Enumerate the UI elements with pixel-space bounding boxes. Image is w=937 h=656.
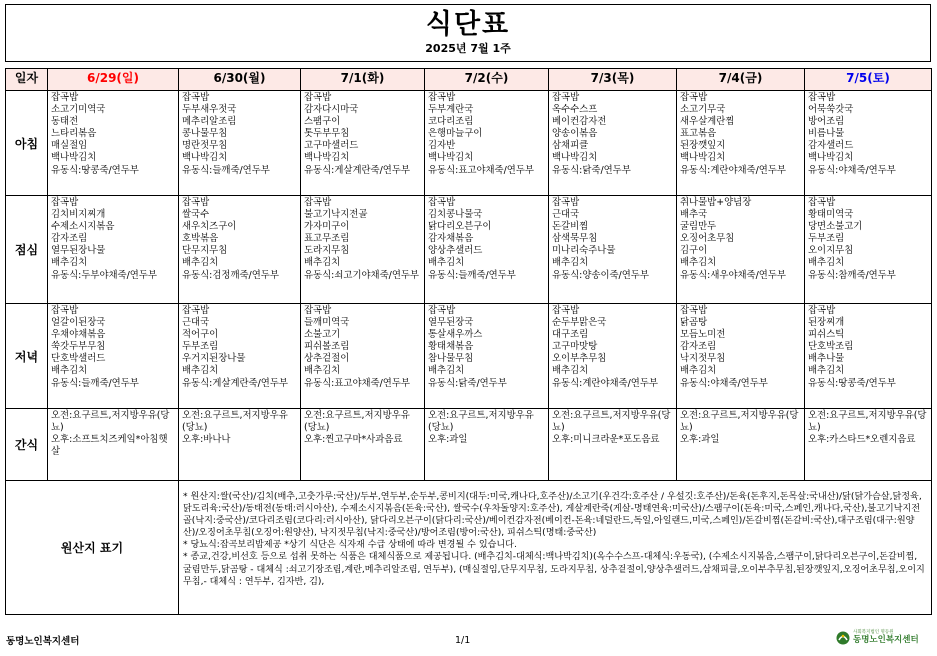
menu-item: 오후:카스타드*오렌지음료 bbox=[808, 434, 916, 446]
logo-icon bbox=[836, 631, 850, 645]
menu-item: 감자샐러드 bbox=[808, 140, 854, 152]
menu-item: 쌀국수 bbox=[182, 209, 210, 221]
menu-item: 어묵쑥갓국 bbox=[808, 104, 854, 116]
menu-item: 톳두부무침 bbox=[304, 128, 350, 140]
menu-item: 유동식:닭죽/연두부 bbox=[552, 164, 631, 176]
page-title: 식단표 bbox=[425, 9, 511, 40]
menu-item: 느타리볶음 bbox=[51, 128, 97, 140]
origin-line: * 당뇨식:잡곡보리밥제공 *상기 식단은 식자재 수급 상태에 따라 변경될 수 있습니다. bbox=[183, 540, 517, 551]
day-header: 7/3(목) bbox=[549, 69, 677, 91]
menu-item: 열무된장국 bbox=[428, 317, 474, 329]
menu-item: 유동식:게살계란죽/연두부 bbox=[182, 377, 288, 389]
menu-item: 통살새우까스 bbox=[428, 329, 483, 341]
origin-text bbox=[179, 481, 932, 615]
menu-item: 열무된장나물 bbox=[51, 245, 106, 257]
menu-item: 잡곡밥 bbox=[51, 305, 79, 316]
menu-item: 잡곡밥 bbox=[552, 197, 580, 208]
menu-cell bbox=[805, 409, 932, 481]
menu-item: 베이컨감자전 bbox=[552, 116, 607, 128]
menu-item: 삼색묵무침 bbox=[552, 233, 598, 245]
menu-cell bbox=[301, 196, 425, 304]
menu-cell bbox=[301, 91, 425, 196]
logo-text: 동명노인복지센터 bbox=[853, 635, 919, 645]
menu-item: 쑥갓두부무침 bbox=[51, 341, 106, 353]
menu-item: 두부조림 bbox=[808, 233, 845, 245]
menu-item: 잡곡밥 bbox=[428, 197, 456, 208]
menu-item: 잡곡밥 bbox=[552, 92, 580, 103]
menu-item: 오후:소프트치즈케잌*아침햇살 bbox=[51, 434, 168, 458]
day-header: 7/2(수) bbox=[425, 69, 549, 91]
breakfast-row bbox=[6, 91, 932, 196]
menu-item: 잡곡밥 bbox=[808, 197, 836, 208]
menu-item: 황태채볶음 bbox=[428, 341, 474, 353]
menu-item: 감자조림 bbox=[680, 341, 717, 353]
menu-cell bbox=[677, 196, 805, 304]
menu-item: 배추김치 bbox=[304, 365, 341, 377]
menu-item: 백나박김치 bbox=[51, 152, 97, 164]
menu-item: 피쉬스틱 bbox=[808, 329, 845, 341]
menu-item: 취나물밥+양념장 bbox=[680, 197, 752, 208]
menu-item: 메추리알조림 bbox=[182, 116, 237, 128]
menu-item: 소불고기 bbox=[304, 329, 341, 341]
menu-cell bbox=[425, 91, 549, 196]
menu-item: 대구조림 bbox=[552, 329, 589, 341]
menu-item: 유동식:표고야채죽/연두부 bbox=[428, 164, 534, 176]
menu-cell bbox=[425, 409, 549, 481]
menu-cell bbox=[179, 91, 301, 196]
menu-item: 오전:요구르트,저지방우유(당뇨) bbox=[808, 410, 927, 434]
menu-cell bbox=[301, 304, 425, 409]
menu-item: 배추김치 bbox=[51, 365, 88, 377]
lunch-row bbox=[6, 196, 932, 304]
menu-item: 잡곡밥 bbox=[428, 305, 456, 316]
corner-label: 일자 bbox=[6, 69, 48, 91]
menu-item: 새우살계란찜 bbox=[680, 116, 735, 128]
org-logo bbox=[836, 630, 919, 645]
logo-caption: 사회복지법인 명등원 bbox=[853, 630, 894, 635]
menu-item: 유동식:닭죽/연두부 bbox=[428, 377, 507, 389]
menu-item: 잡곡밥 bbox=[51, 92, 79, 103]
menu-item: 유동식:표고야채죽/연두부 bbox=[304, 377, 410, 389]
menu-item: 배추김치 bbox=[182, 365, 219, 377]
menu-item: 잡곡밥 bbox=[808, 305, 836, 316]
menu-item: 오후:바나나 bbox=[182, 434, 231, 446]
menu-cell bbox=[48, 91, 179, 196]
menu-item: 스팸구이 bbox=[304, 116, 341, 128]
menu-item: 소고기미역국 bbox=[51, 104, 106, 116]
menu-item: 단호박샐러드 bbox=[51, 353, 106, 365]
menu-item: 수제소시지볶음 bbox=[51, 221, 115, 233]
menu-item: 잡곡밥 bbox=[51, 197, 79, 208]
menu-item: 새우치즈구이 bbox=[182, 221, 237, 233]
menu-item: 오후:과일 bbox=[680, 434, 720, 446]
menu-item: 상추겉절이 bbox=[304, 353, 350, 365]
menu-item: 불고기낙지전골 bbox=[304, 209, 368, 221]
menu-cell bbox=[48, 409, 179, 481]
menu-item: 낙지젓무침 bbox=[680, 353, 726, 365]
menu-item: 배추나물 bbox=[808, 353, 845, 365]
menu-cell bbox=[301, 409, 425, 481]
menu-item: 배추김치 bbox=[680, 257, 717, 269]
menu-item: 미나리숙주나물 bbox=[552, 245, 616, 257]
meal-label-dinner: 저녁 bbox=[6, 304, 48, 409]
menu-item: 백나박김치 bbox=[428, 152, 474, 164]
menu-item: 잡곡밥 bbox=[808, 92, 836, 103]
menu-item: 배추김치 bbox=[552, 365, 589, 377]
menu-item: 삼채피클 bbox=[552, 140, 589, 152]
menu-item: 오이지무침 bbox=[808, 245, 854, 257]
menu-item: 오전:요구르트,저지방우유(당뇨) bbox=[428, 410, 534, 434]
menu-item: 표고무조림 bbox=[304, 233, 350, 245]
menu-item: 가자미구이 bbox=[304, 221, 350, 233]
menu-cell bbox=[549, 304, 677, 409]
menu-cell bbox=[425, 304, 549, 409]
menu-cell bbox=[805, 91, 932, 196]
menu-item: 돈갈비찜 bbox=[552, 221, 589, 233]
menu-item: 김자반 bbox=[428, 140, 456, 152]
menu-item: 배추김치 bbox=[552, 257, 589, 269]
menu-item: 잡곡밥 bbox=[428, 92, 456, 103]
origin-line: * 종교,건강,비선호 등으로 섭취 못하는 식품은 대체식품으로 제공됩니다. (배추김치-대체식:백나박김치)(옥수수스프-대체식:우동국), (수제소시지볶음,스팸구이,닭다리오븐구이,돈갈비찜, 굴림만두,닭곰탕 - 대체식 :쇠고기장조림,계란,메추리알조림, 연두부), (매실절임,단무지무침, 도라지무침, 상추겉절이,양상추샐러드,삼채피클,오이부추무침,된장깻잎지,오징어초무침,오이지무침,- 대체식 : 연두부, 김자반, 김), bbox=[183, 552, 925, 587]
menu-item: 유동식:땅콩죽/연두부 bbox=[51, 164, 139, 176]
menu-item: 오전:요구르트,저지방우유(당뇨) bbox=[552, 410, 671, 434]
menu-item: 도라지무침 bbox=[304, 245, 350, 257]
menu-item: 백나박김치 bbox=[304, 152, 350, 164]
menu-item: 굴림만두 bbox=[680, 221, 717, 233]
dinner-row bbox=[6, 304, 932, 409]
menu-item: 고구마맛탕 bbox=[552, 341, 598, 353]
menu-cell bbox=[179, 409, 301, 481]
menu-item: 단무지무침 bbox=[182, 245, 228, 257]
menu-item: 잡곡밥 bbox=[182, 197, 210, 208]
meal-label-snack: 간식 bbox=[6, 409, 48, 481]
menu-item: 참나물무침 bbox=[428, 353, 474, 365]
menu-item: 매실절임 bbox=[51, 140, 88, 152]
menu-item: 유동식:땅콩죽/연두부 bbox=[808, 377, 896, 389]
menu-item: 당면소불고기 bbox=[808, 221, 863, 233]
menu-cell bbox=[677, 304, 805, 409]
menu-item: 유동식:쇠고기야채죽/연두부 bbox=[304, 269, 419, 281]
meal-label-breakfast: 아침 bbox=[6, 91, 48, 196]
menu-item: 배추국 bbox=[680, 209, 708, 221]
menu-cell bbox=[805, 304, 932, 409]
menu-item: 코다리조림 bbox=[428, 116, 474, 128]
menu-cell bbox=[48, 304, 179, 409]
page-subtitle: 2025년 7월 1주 bbox=[425, 42, 511, 55]
menu-item: 옥수수스프 bbox=[552, 104, 598, 116]
menu-item: 된장찌개 bbox=[808, 317, 845, 329]
menu-cell bbox=[549, 196, 677, 304]
menu-item: 잡곡밥 bbox=[552, 305, 580, 316]
menu-item: 모듬노미전 bbox=[680, 329, 726, 341]
menu-item: 순두부맑은국 bbox=[552, 317, 607, 329]
menu-table bbox=[5, 68, 932, 615]
menu-item: 오이부추무침 bbox=[552, 353, 607, 365]
menu-item: 잡곡밥 bbox=[304, 305, 332, 316]
menu-item: 배추김치 bbox=[428, 365, 465, 377]
menu-item: 배추김치 bbox=[51, 257, 88, 269]
menu-item: 닭다리오븐구이 bbox=[428, 221, 492, 233]
origin-line: * 원산지:쌀(국산)/김치(배추,고춧가루:국산)/두부,연두부,순두부,콩비지(대두:미국,캐나다,호주산)/소고기(우건각:호주산 / 우설깃:호주산)/돈육(돈후지,돈목살:국내산)/닭(닭가슴살,닭정육,닭도리육:국산)/동태전(동태:러시아산), 수제소시지볶음(돈육:국산), 쌀국수(우차돌양지:호주산), 게살계란죽(게살-명태연육:미국산)/스팸구이(돈육:미국,스페인,캐나다,국산),불고기낙지전골(낙지:중국산)/코다리조림(코다리:러시아산), 닭다리오븐구이(닭다리:국산)/베이컨감자전(베이컨-돈육:네덜란드,독일,아일랜드,미국,스페인)/돈갈비찜(돈갈비:국산),대구조림(대구:원양산)/오징어초무침(오징어:원양산), 낙지젓무침(낙지:중국산)/방어조림(방어:국산), 피쉬스틱(명태:중국산) bbox=[183, 492, 922, 539]
menu-item: 유동식:들깨죽/연두부 bbox=[51, 377, 139, 389]
menu-item: 잡곡밥 bbox=[182, 92, 210, 103]
menu-cell bbox=[425, 196, 549, 304]
menu-item: 된장깻잎지 bbox=[680, 140, 726, 152]
snack-row bbox=[6, 409, 932, 481]
menu-item: 유동식:검정깨죽/연두부 bbox=[182, 269, 279, 281]
menu-item: 근대국 bbox=[552, 209, 580, 221]
page-number: 1/1 bbox=[455, 635, 471, 646]
menu-item: 호박볶음 bbox=[182, 233, 219, 245]
menu-item: 잡곡밥 bbox=[182, 305, 210, 316]
menu-item: 백나박김치 bbox=[182, 152, 228, 164]
menu-item: 유동식:양송이죽/연두부 bbox=[552, 269, 649, 281]
menu-item: 유동식:들깨죽/연두부 bbox=[182, 164, 270, 176]
menu-item: 두부새우젓국 bbox=[182, 104, 237, 116]
menu-item: 배추김치 bbox=[680, 365, 717, 377]
menu-item: 양상추샐러드 bbox=[428, 245, 483, 257]
menu-item: 유동식:새우야채죽/연두부 bbox=[680, 269, 786, 281]
menu-item: 적어구이 bbox=[182, 329, 219, 341]
day-header: 7/4(금) bbox=[677, 69, 805, 91]
menu-item: 잡곡밥 bbox=[680, 92, 708, 103]
menu-item: 감자다시마국 bbox=[304, 104, 359, 116]
menu-item: 닭곰탕 bbox=[680, 317, 708, 329]
menu-item: 비름나물 bbox=[808, 128, 845, 140]
menu-item: 황태미역국 bbox=[808, 209, 854, 221]
menu-item: 은행마늘구이 bbox=[428, 128, 483, 140]
menu-item: 명란젓무침 bbox=[182, 140, 228, 152]
menu-item: 김구이 bbox=[680, 245, 708, 257]
menu-item: 배추김치 bbox=[808, 257, 845, 269]
menu-item: 잡곡밥 bbox=[304, 197, 332, 208]
menu-item: 오전:요구르트,저지방우유(당뇨) bbox=[304, 410, 410, 434]
menu-item: 김치콩나물국 bbox=[428, 209, 483, 221]
menu-item: 들깨미역국 bbox=[304, 317, 350, 329]
menu-item: 단호박조림 bbox=[808, 341, 854, 353]
menu-item: 얼갈이된장국 bbox=[51, 317, 106, 329]
menu-item: 백나박김치 bbox=[680, 152, 726, 164]
menu-item: 유동식:참깨죽/연두부 bbox=[808, 269, 896, 281]
menu-item: 우거지된장나물 bbox=[182, 353, 246, 365]
menu-item: 감자조림 bbox=[51, 233, 88, 245]
menu-item: 잡곡밥 bbox=[304, 92, 332, 103]
menu-item: 오전:요구르트,저지방우유(당뇨) bbox=[680, 410, 799, 434]
menu-item: 유동식:계란야채죽/연두부 bbox=[552, 377, 658, 389]
footer-org-name: 동명노인복지센터 bbox=[6, 636, 80, 647]
menu-cell bbox=[805, 196, 932, 304]
menu-cell bbox=[677, 409, 805, 481]
menu-item: 오후:미니크라운*포도음료 bbox=[552, 434, 660, 446]
day-header: 6/30(월) bbox=[179, 69, 301, 91]
menu-item: 고구마샐러드 bbox=[304, 140, 359, 152]
menu-item: 감자채볶음 bbox=[428, 233, 474, 245]
header-row bbox=[6, 69, 932, 91]
menu-item: 백나박김치 bbox=[552, 152, 598, 164]
menu-cell bbox=[179, 196, 301, 304]
title-box bbox=[5, 4, 931, 62]
day-header: 6/29(일) bbox=[48, 69, 179, 91]
menu-item: 우채야채볶음 bbox=[51, 329, 106, 341]
menu-item: 배추김치 bbox=[182, 257, 219, 269]
menu-cell bbox=[549, 409, 677, 481]
menu-item: 오후:과일 bbox=[428, 434, 468, 446]
menu-item: 배추김치 bbox=[304, 257, 341, 269]
menu-item: 오후:찐고구마*사과음료 bbox=[304, 434, 403, 446]
origin-row bbox=[6, 481, 932, 615]
day-header: 7/1(화) bbox=[301, 69, 425, 91]
menu-item: 표고볶음 bbox=[680, 128, 717, 140]
menu-item: 배추김치 bbox=[808, 365, 845, 377]
day-header: 7/5(토) bbox=[805, 69, 932, 91]
menu-item: 유동식:야채죽/연두부 bbox=[680, 377, 768, 389]
menu-item: 배추김치 bbox=[428, 257, 465, 269]
menu-item: 유동식:게살계란죽/연두부 bbox=[304, 164, 410, 176]
menu-item: 소고기무국 bbox=[680, 104, 726, 116]
menu-item: 근대국 bbox=[182, 317, 210, 329]
menu-cell bbox=[48, 196, 179, 304]
menu-item: 피쉬볼조림 bbox=[304, 341, 350, 353]
menu-item: 두부조림 bbox=[182, 341, 219, 353]
menu-item: 방어조림 bbox=[808, 116, 845, 128]
menu-item: 양송이볶음 bbox=[552, 128, 598, 140]
meal-label-lunch: 점심 bbox=[6, 196, 48, 304]
menu-item: 오전:요구르트,저지방우유(당뇨) bbox=[182, 410, 288, 434]
menu-item: 동태전 bbox=[51, 116, 79, 128]
menu-item: 오전:요구르트,저지방우유(당뇨) bbox=[51, 410, 170, 434]
menu-cell bbox=[677, 91, 805, 196]
menu-item: 유동식:두부야채죽/연두부 bbox=[51, 269, 157, 281]
menu-item: 오징어초무침 bbox=[680, 233, 735, 245]
menu-item: 콩나물무침 bbox=[182, 128, 228, 140]
menu-cell bbox=[549, 91, 677, 196]
menu-item: 유동식:계란야채죽/연두부 bbox=[680, 164, 786, 176]
menu-item: 유동식:들깨죽/연두부 bbox=[428, 269, 516, 281]
menu-item: 두부계란국 bbox=[428, 104, 474, 116]
origin-label: 원산지 표기 bbox=[6, 481, 179, 615]
menu-item: 유동식:야채죽/연두부 bbox=[808, 164, 896, 176]
menu-cell bbox=[179, 304, 301, 409]
menu-item: 백나박김치 bbox=[808, 152, 854, 164]
menu-item: 잡곡밥 bbox=[680, 305, 708, 316]
menu-item: 김치비지찌개 bbox=[51, 209, 106, 221]
